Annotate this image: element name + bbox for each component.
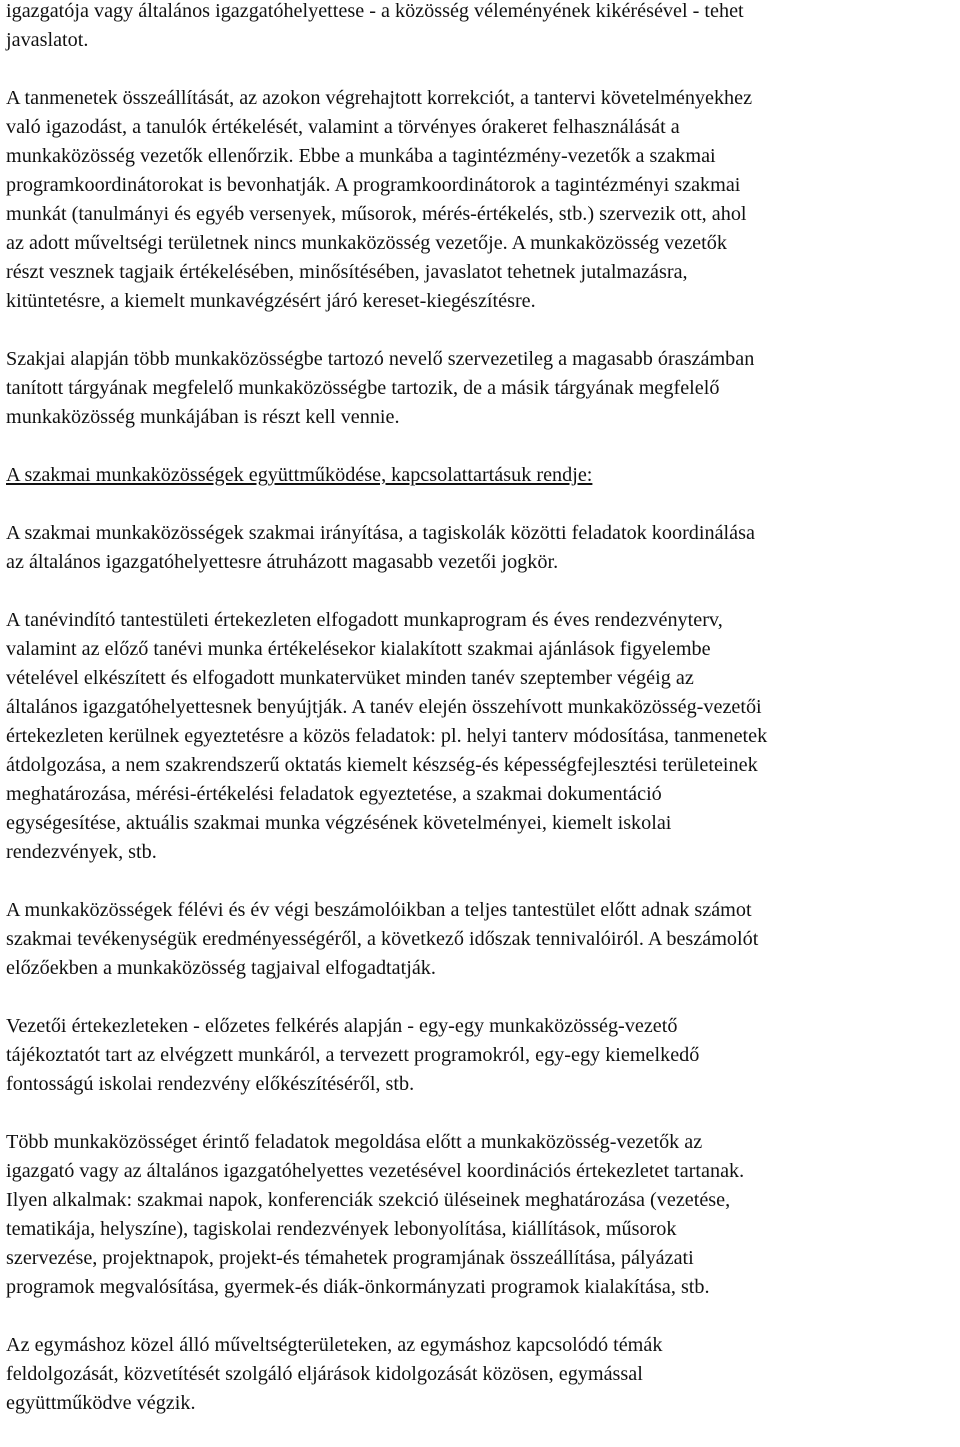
text-line: vételével elkészített és elfogadott munkatervüket minden tanév szeptember végéig az [6,667,694,689]
text-line: munkaközösség munkájában is részt kell vennie. [6,406,400,428]
paragraph-leadership-meetings [6,1012,954,1099]
text-line: való igazodást, a tanulók értékelését, valamint a törvényes órakeret felhasználását a [6,116,680,138]
paragraph-lesson-plans [6,84,954,316]
text-line: feldolgozását, közvetítését szolgáló eljárások kidolgozását közösen, egymással [6,1363,643,1385]
section-heading-text: A szakmai munkaközösségek együttműködése, kapcsolattartásuk rendje: [6,464,593,486]
text-line: A tanmenetek összeállítását, az azokon végrehajtott korrekciót, a tantervi követelményekhez [6,87,753,109]
text-line: munkát (tanulmányi és egyéb versenyek, műsorok, mérés-értékelés, stb.) szervezik ott, ahol [6,203,747,225]
text-line: A szakmai munkaközösségek szakmai irányítása, a tagiskolák közötti feladatok koordinálása [6,522,755,544]
paragraph-professional-direction [6,519,954,577]
section-heading [6,461,954,490]
text-line: általános igazgatóhelyettesnek benyújtják. A tanév elején összehívott munkaközösség-vezetői [6,696,762,718]
text-line: szervezése, projektnapok, projekt-és témahetek programjának összeállítása, pályázati [6,1247,694,1269]
text-line: értekezleten kerülnek egyeztetésre a közös feladatok: pl. helyi tanterv módosítása, tanmenetek [6,725,768,747]
text-line: fontosságú iskolai rendezvény előkészítéséről, stb. [6,1073,415,1095]
text-line: az általános igazgatóhelyettesre átruházott magasabb vezetői jogkör. [6,551,559,573]
text-line: Ilyen alkalmak: szakmai napok, konferenciák szekció üléseinek meghatározása (vezetése, [6,1189,731,1211]
text-line: programkoordinátorokat is bevonhatják. A programkoordinátorok a tagintézményi szakmai [6,174,741,196]
text-line: munkaközösség vezetők ellenőrzik. Ebbe a munkába a tagintézmény-vezetők a szakmai [6,145,716,167]
text-line: meghatározása, mérési-értékelési feladatok egyeztetése, a szakmai dokumentáció [6,783,662,805]
text-line: egységesítése, aktuális szakmai munka végzésének követelményei, kiemelt iskolai [6,812,672,834]
text-line: valamint az előző tanévi munka értékelésekor kialakított szakmai ajánlások figyelembe [6,638,711,660]
text-line: Szakjai alapján több munkaközösségbe tartozó nevelő szervezetileg a magasabb óraszámban [6,348,755,370]
text-line: tanított tárgyának megfelelő munkaközösségbe tartozik, de a másik tárgyának megfelelő [6,377,720,399]
text-line: átdolgozása, a nem szakrendszerű oktatás kiemelt készség-és képességfejlesztési területeinek [6,754,758,776]
text-line: rendezvények, stb. [6,841,157,863]
text-line: kitüntetésre, a kiemelt munkavégzésért járó kereset-kiegészítésre. [6,290,536,312]
text-line: javaslatot. [6,29,89,51]
text-line: az adott műveltségi területnek nincs munkaközösség vezetője. A munkaközösség vezetők [6,232,727,254]
document-page [6,0,954,1447]
text-line: Több munkaközösséget érintő feladatok megoldása előtt a munkaközösség-vezetők az [6,1131,703,1153]
text-line: igazgatója vagy általános igazgatóhelyettese - a közösség véleményének kikérésével - tehet [6,0,744,22]
paragraph-reports [6,896,954,983]
text-line: együttműködve végzik. [6,1392,196,1414]
text-line: A tanévindító tantestületi értekezleten elfogadott munkaprogram és éves rendezvényterv, [6,609,723,631]
paragraph-related-fields [6,1331,954,1418]
text-line: A munkaközösségek félévi és év végi beszámolóikban a teljes tantestület előtt adnak számot [6,899,752,921]
text-line: Az egymáshoz közel álló műveltségterületeken, az egymáshoz kapcsolódó témák [6,1334,663,1356]
text-line: programok megvalósítása, gyermek-és diák-önkormányzati programok kialakítása, stb. [6,1276,710,1298]
text-line: előzőekben a munkaközösség tagjaival elfogadtatják. [6,957,436,979]
text-line: igazgató vagy az általános igazgatóhelyettes vezetésével koordinációs értekezletet tartanak. [6,1160,745,1182]
text-line: szakmai tevékenységük eredményességéről, a következő időszak tennivalóiról. A beszámolót [6,928,759,950]
paragraph-coordination-meetings [6,1128,954,1302]
paragraph-nomination [6,0,954,55]
text-line: tájékoztatót tart az elvégzett munkáról, a tervezett programokról, egy-egy kiemelkedő [6,1044,700,1066]
text-line: Vezetői értekezleteken - előzetes felkérés alapján - egy-egy munkaközösség-vezető [6,1015,678,1037]
text-line: részt vesznek tagjaik értékelésében, minősítésében, javaslatot tehetnek jutalmazásra, [6,261,688,283]
text-line: tematikája, helyszíne), tagiskolai rendezvények lebonyolítása, kiállítások, műsorok [6,1218,677,1240]
paragraph-work-plan [6,606,954,867]
paragraph-multiple-communities [6,345,954,432]
